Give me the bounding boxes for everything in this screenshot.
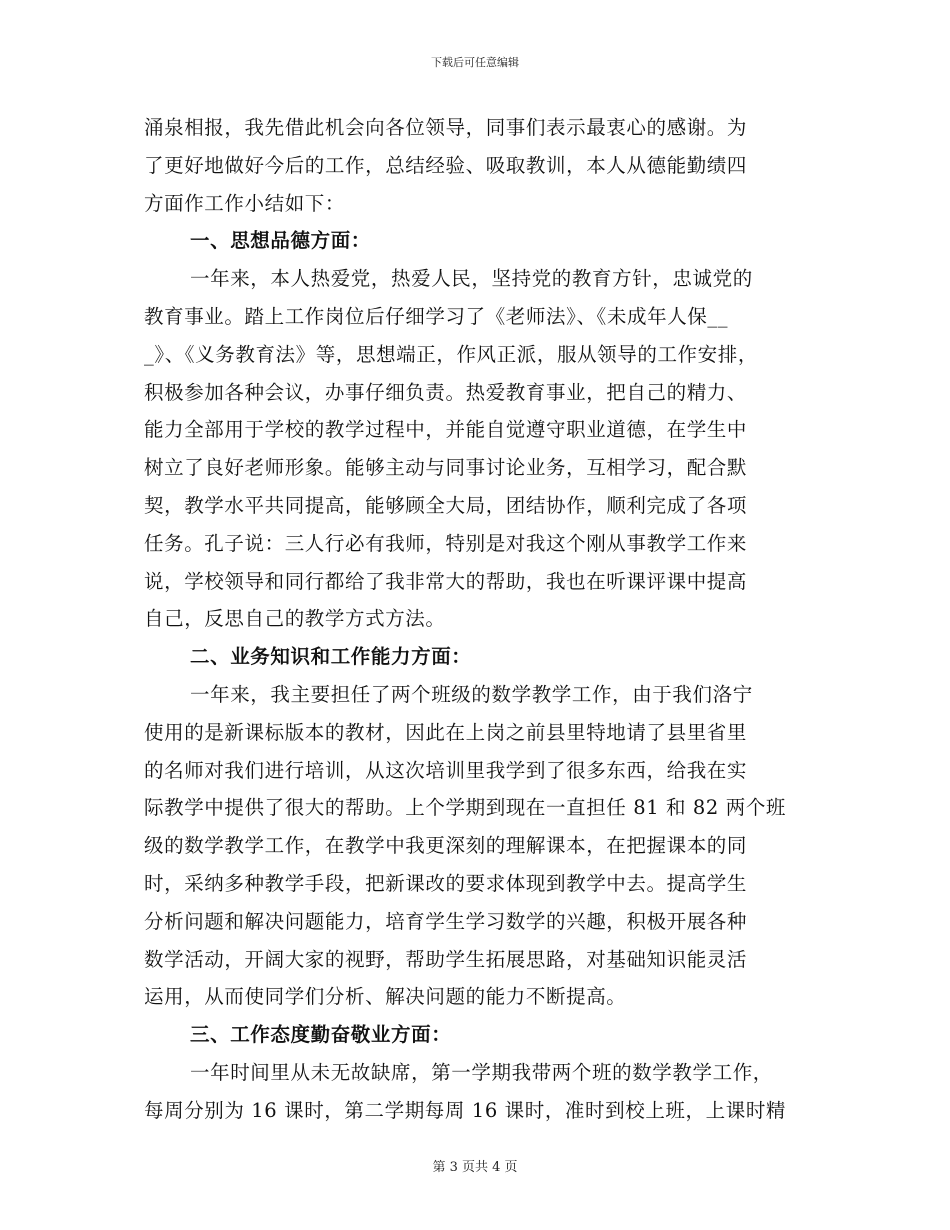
- text-line: 的名师对我们进行培训，从这次培训里我学到了很多东西，给我在实: [144, 758, 748, 782]
- section-heading: 三、工作态度勤奋敬业方面：: [190, 1023, 452, 1047]
- page-footer: 第 3 页共 4 页: [432, 1160, 518, 1175]
- text-line: 时，采纳多种教学手段，把新课改的要求体现到教学中去。提高学生: [144, 871, 748, 895]
- text-line: 使用的是新课标版本的教材，因此在上岗之前县里特地请了县里省里: [144, 720, 748, 744]
- text-line: 涌泉相报，我先借此机会向各位领导，同事们表示最衷心的感谢。为: [144, 116, 748, 139]
- text-line: 方面作工作小结如下：: [144, 191, 346, 215]
- text-line: 契，教学水平共同提高，能够顾全大局，团结协作，顺利完成了各项: [144, 493, 748, 517]
- text-line: _》、《义务教育法》等，思想端正，作风正派，服从领导的工作安排，: [144, 342, 758, 366]
- section-heading: 二、业务知识和工作能力方面：: [190, 645, 472, 669]
- text-line: 自己，反思自己的教学方式方法。: [144, 607, 446, 631]
- page-header: 下载后可任意编辑: [431, 56, 519, 69]
- text-line: 说，学校领导和同行都给了我非常大的帮助，我也在听课评课中提高: [144, 569, 748, 593]
- document-body: [144, 109, 824, 1130]
- text-line: 树立了良好老师形象。能够主动与同事讨论业务，互相学习，配合默: [144, 456, 748, 480]
- text-line: 一年时间里从未无故缺席，第一学期我带两个班的数学教学工作，: [190, 1060, 773, 1084]
- text-line: 际教学中提供了很大的帮助。上个学期到现在一直担任 81 和 82 两个班: [144, 796, 787, 820]
- text-line: 了更好地做好今后的工作，总结经验、吸取教训，本人从德能勤绩四: [144, 153, 748, 177]
- text-line: 级的数学教学工作，在教学中我更深刻的理解课本，在把握课本的同: [144, 834, 748, 858]
- text-line: 数学活动，开阔大家的视野，帮助学生拓展思路，对基础知识能灵活: [144, 947, 748, 971]
- text-line: 运用，从而使同学们分析、解决问题的能力不断提高。: [144, 985, 627, 1009]
- text-line: 能力全部用于学校的教学过程中，并能自觉遵守职业道德，在学生中: [144, 418, 748, 442]
- text-line: 一年来，本人热爱党，热爱人民，坚持党的教育方针，忠诚党的: [190, 267, 753, 291]
- text-line: 积极参加各种会议，办事仔细负责。热爱教育事业，把自己的精力、: [144, 380, 748, 404]
- text-line: 任务。孔子说：三人行必有我师，特别是对我这个刚从事教学工作来: [144, 531, 748, 555]
- text-line: 教育事业。踏上工作岗位后仔细学习了《老师法》、《未成年人保__: [144, 304, 729, 328]
- text-line: 每周分别为 16 课时，第二学期每周 16 课时，准时到校上班，上课时精: [144, 1098, 787, 1122]
- section-heading: 一、思想品德方面：: [190, 229, 371, 253]
- text-line: 一年来，我主要担任了两个班级的数学教学工作，由于我们洛宁: [190, 682, 753, 706]
- text-line: 分析问题和解决问题能力，培育学生学习数学的兴趣，积极开展各种: [144, 909, 748, 933]
